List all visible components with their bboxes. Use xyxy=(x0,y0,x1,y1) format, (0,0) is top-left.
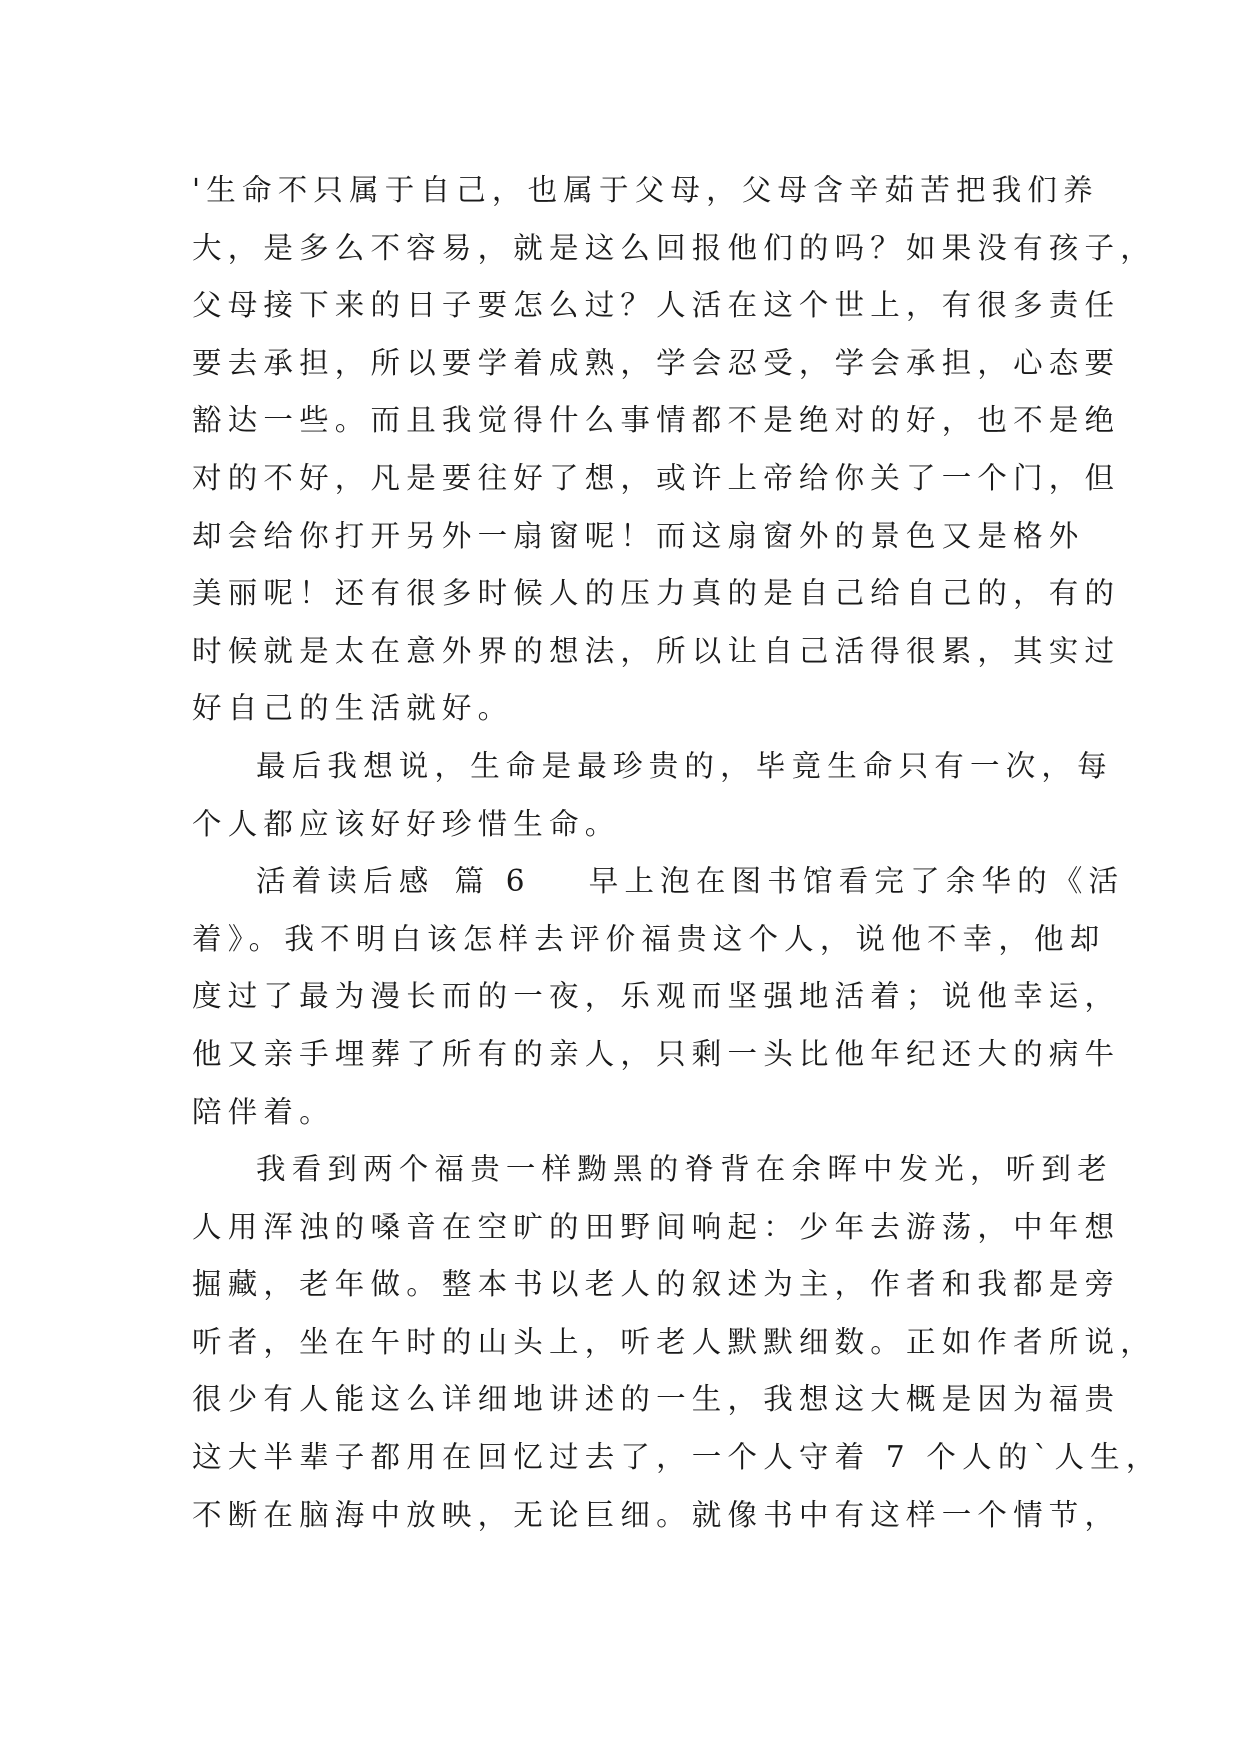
text-line: 大，是多么不容易，就是这么回报他们的吗？如果没有孩子， xyxy=(192,230,1156,265)
text-line: 父母接下来的日子要怎么过？人活在这个世上，有很多责任 xyxy=(192,288,1121,323)
text-line: 度过了最为漫长而的一夜，乐观而坚强地活着；说他幸运， xyxy=(192,979,1121,1014)
text-line: 这大半辈子都用在回忆过去了，一个人守着 7 个人的`人生， xyxy=(192,1440,1162,1475)
document-body xyxy=(192,162,1162,1544)
text-line: 最后我想说，生命是最珍贵的，毕竟生命只有一次，每 xyxy=(256,748,1113,783)
paragraph-3 xyxy=(192,853,1125,1141)
text-line: 豁达一些。而且我觉得什么事情都不是绝对的好，也不是绝 xyxy=(192,403,1121,438)
text-line: 他又亲手埋葬了所有的亲人，只剩一头比他年纪还大的病牛 xyxy=(192,1036,1121,1071)
text-segment: 早上泡在图书馆看完了余华的《活 xyxy=(588,864,1125,899)
text-line: 很少有人能这么详细地讲述的一生，我想这大概是因为福贵 xyxy=(192,1382,1121,1417)
text-line: 却会给你打开另外一扇窗呢！而这扇窗外的景色又是格外 xyxy=(192,518,1085,553)
text-line: 陪伴着。 xyxy=(192,1094,335,1129)
paragraph-4 xyxy=(192,1141,1162,1544)
heading-line xyxy=(192,853,1125,911)
text-line: 美丽呢！还有很多时候人的压力真的是自己给自己的，有的 xyxy=(192,576,1121,611)
text-line: 个人都应该好好珍惜生命。 xyxy=(192,806,621,841)
paragraph-2 xyxy=(192,738,1113,853)
text-line: 时候就是太在意外界的想法，所以让自己活得很累，其实过 xyxy=(192,633,1121,668)
paragraph-1 xyxy=(192,162,1156,738)
section-number: 篇 6 xyxy=(454,864,531,899)
text-line: 好自己的生活就好。 xyxy=(192,691,514,726)
text-line: 听者，坐在午时的山头上，听老人默默细数。正如作者所说， xyxy=(192,1324,1156,1359)
text-line: 不断在脑海中放映，无论巨细。就像书中有这样一个情节， xyxy=(192,1497,1121,1532)
text-line: 我看到两个福贵一样黝黑的脊背在余晖中发光，听到老 xyxy=(256,1152,1113,1187)
text-line: 掘藏，老年做。整本书以老人的叙述为主，作者和我都是旁 xyxy=(192,1267,1121,1302)
text-line: 对的不好，凡是要往好了想，或许上帝给你关了一个门，但 xyxy=(192,460,1121,495)
text-line: 人用浑浊的嗓音在空旷的田野间响起：少年去游荡，中年想 xyxy=(192,1209,1121,1244)
text-line: 要去承担，所以要学着成熟，学会忍受，学会承担，心态要 xyxy=(192,345,1121,380)
section-heading: 活着读后感 xyxy=(256,864,435,899)
text-line: 着》。我不明白该怎样去评价福贵这个人，说他不幸，他却 xyxy=(192,921,1106,956)
text-line: '生命不只属于自己，也属于父母，父母含辛茹苦把我们养 xyxy=(192,173,1099,207)
